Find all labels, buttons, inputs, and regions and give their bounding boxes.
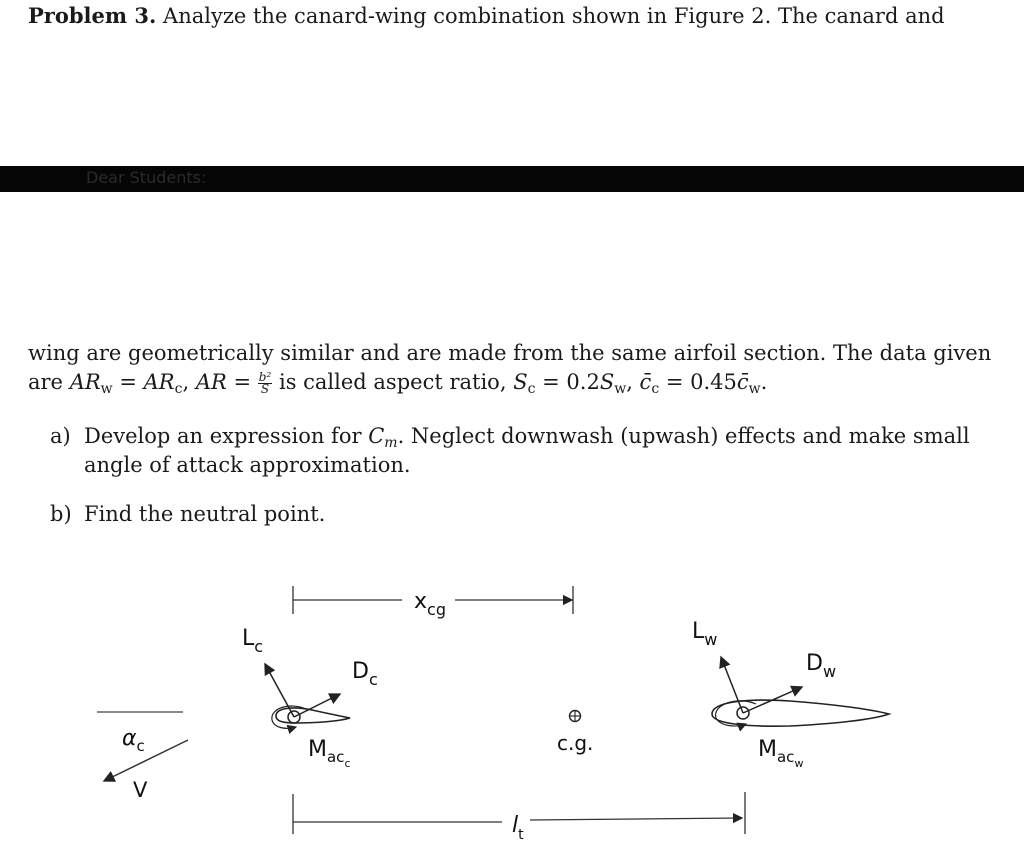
problem-intro: Analyze the canard-wing combination shown in Figure 2. The canard and [163, 4, 945, 28]
alpha-c-label: $\alpha_c$ [122, 726, 145, 755]
lt-dimension [293, 792, 745, 843]
wing-airfoil [692, 619, 889, 770]
problem-heading [28, 2, 945, 30]
s-w: $S_w$ [599, 370, 627, 397]
body-line-2: are $AR_w = AR_c$, AR = $\frac{\text{b²}}{S}$ is called aspect ratio, $S_c = 0.2S_w$, $c̄_c$ = $0.45c̄_w$. [28, 370, 768, 397]
list-item [0, 422, 1024, 482]
ar-c: $AR_c$ [143, 370, 183, 397]
item-b-text: Find the neutral point. [84, 502, 326, 526]
s-c: $S_c$ [513, 370, 536, 397]
drag-wing-label: $D_w$ [806, 651, 837, 681]
item-a-text: Develop an expression for $C_m$. Neglect downwash (upwash) effects and make small [84, 424, 970, 451]
xcg-dimension [293, 586, 573, 619]
canard-airfoil [242, 626, 378, 770]
cg-label: c.g. [557, 731, 594, 755]
velocity-label: V [133, 778, 148, 802]
cm-symbol: $C_m$ [368, 424, 398, 451]
drag-canard-label: $D_c$ [352, 659, 378, 689]
ar-w: $AR_w$ [69, 370, 113, 397]
freestream [97, 712, 188, 802]
lift-wing-label: $L_w$ [692, 619, 718, 649]
message-banner [0, 166, 1024, 192]
moment-wing-label: $M_{acw}$ [758, 737, 804, 770]
body-line-1: wing are geometrically similar and are made from the same airfoil section. The data given [28, 341, 992, 365]
cbar-w: $c̄_w$ [736, 370, 761, 397]
ar: AR [195, 370, 227, 394]
item-b-label: b) [50, 502, 72, 526]
problem-label: Problem 3. [28, 3, 157, 28]
banner-text: Dear Students: [86, 168, 207, 187]
cbar-c: $c̄_c$ [639, 370, 660, 397]
item-a-text-line2: angle of attack approximation. [84, 453, 411, 477]
lift-canard-label: $L_c$ [242, 626, 264, 656]
canard-wing-figure [0, 560, 1024, 849]
item-a-label: a) [50, 424, 71, 448]
moment-canard-label: $M_{acc}$ [308, 737, 351, 770]
xcg-label: $x_{cg}$ [414, 589, 446, 619]
list-item [0, 500, 1024, 530]
lt-label: $l_t$ [512, 813, 524, 843]
center-of-gravity [557, 711, 593, 756]
aspect-fraction: $\frac{\text{b²}}{S}$ [258, 370, 272, 396]
